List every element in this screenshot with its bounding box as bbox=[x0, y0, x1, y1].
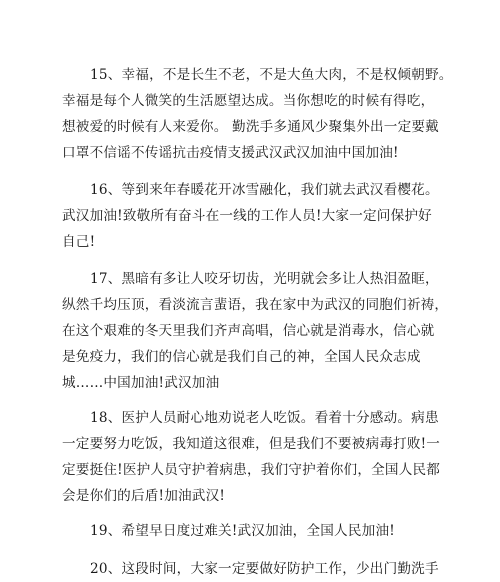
paragraph-line: 自己! bbox=[62, 234, 96, 250]
paragraph-18 bbox=[62, 405, 441, 509]
paragraph-line: 18、医护人员耐心地劝说老人吃饭。看着十分感动。病患 bbox=[90, 410, 439, 426]
paragraph-line: 定要挺住!医护人员守护着病患，我们守护着你们，全国人民都 bbox=[62, 462, 441, 478]
paragraph-20 bbox=[62, 556, 439, 582]
paragraph-line: 会是你们的后盾!加油武汉! bbox=[62, 488, 226, 504]
paragraph-line: 城……中国加油!武汉加油 bbox=[62, 375, 220, 391]
paragraph-17 bbox=[62, 266, 449, 396]
paragraph-line: 20、这段时间，大家一定要做好防护工作，少出门勤洗手 bbox=[90, 561, 439, 577]
paragraph-line: 一定要努力吃饭，我知道这很难，但是我们不要被病毒打败!一 bbox=[62, 436, 441, 452]
paragraph-line: 15、幸福，不是长生不老，不是大鱼大肉，不是权倾朝野。 bbox=[90, 67, 453, 83]
paragraph-line: 16、等到来年春暖花开冰雪融化，我们就去武汉看樱花。 bbox=[90, 182, 439, 198]
paragraph-16 bbox=[62, 177, 439, 255]
paragraph-line: 17、黑暗有多让人咬牙切齿，光明就会多让人热泪盈眶， bbox=[90, 271, 439, 287]
paragraph-line: 想被爱的时候有人来爱你。 勤洗手多通风少聚集外出一定要戴 bbox=[62, 119, 439, 135]
paragraph-line: 武汉加油!致敬所有奋斗在一线的工作人员!大家一定问保护好 bbox=[62, 208, 432, 224]
paragraph-line: 在这个艰难的冬天里我们齐声高唱，信心就是消毒水，信心就 bbox=[62, 323, 435, 339]
paragraph-line: 幸福是每个人微笑的生活愿望达成。当你想吃的时候有得吃， bbox=[62, 93, 435, 109]
paragraph-line: 19、希望早日度过难关!武汉加油，全国人民加油! bbox=[90, 523, 395, 539]
paragraph-line: 口罩不信谣不传谣抗击疫情支援武汉武汉加油中国加油! bbox=[62, 145, 399, 161]
paragraph-15 bbox=[62, 62, 453, 166]
paragraph-19 bbox=[62, 518, 434, 544]
paragraph-line: 纵然千均压顶，看淡流言蜚语，我在家中为武汉的同胞们祈祷， bbox=[62, 297, 449, 313]
paragraph-line: 是免疫力，我们的信心就是我们自己的神，全国人民众志成 bbox=[62, 349, 421, 365]
